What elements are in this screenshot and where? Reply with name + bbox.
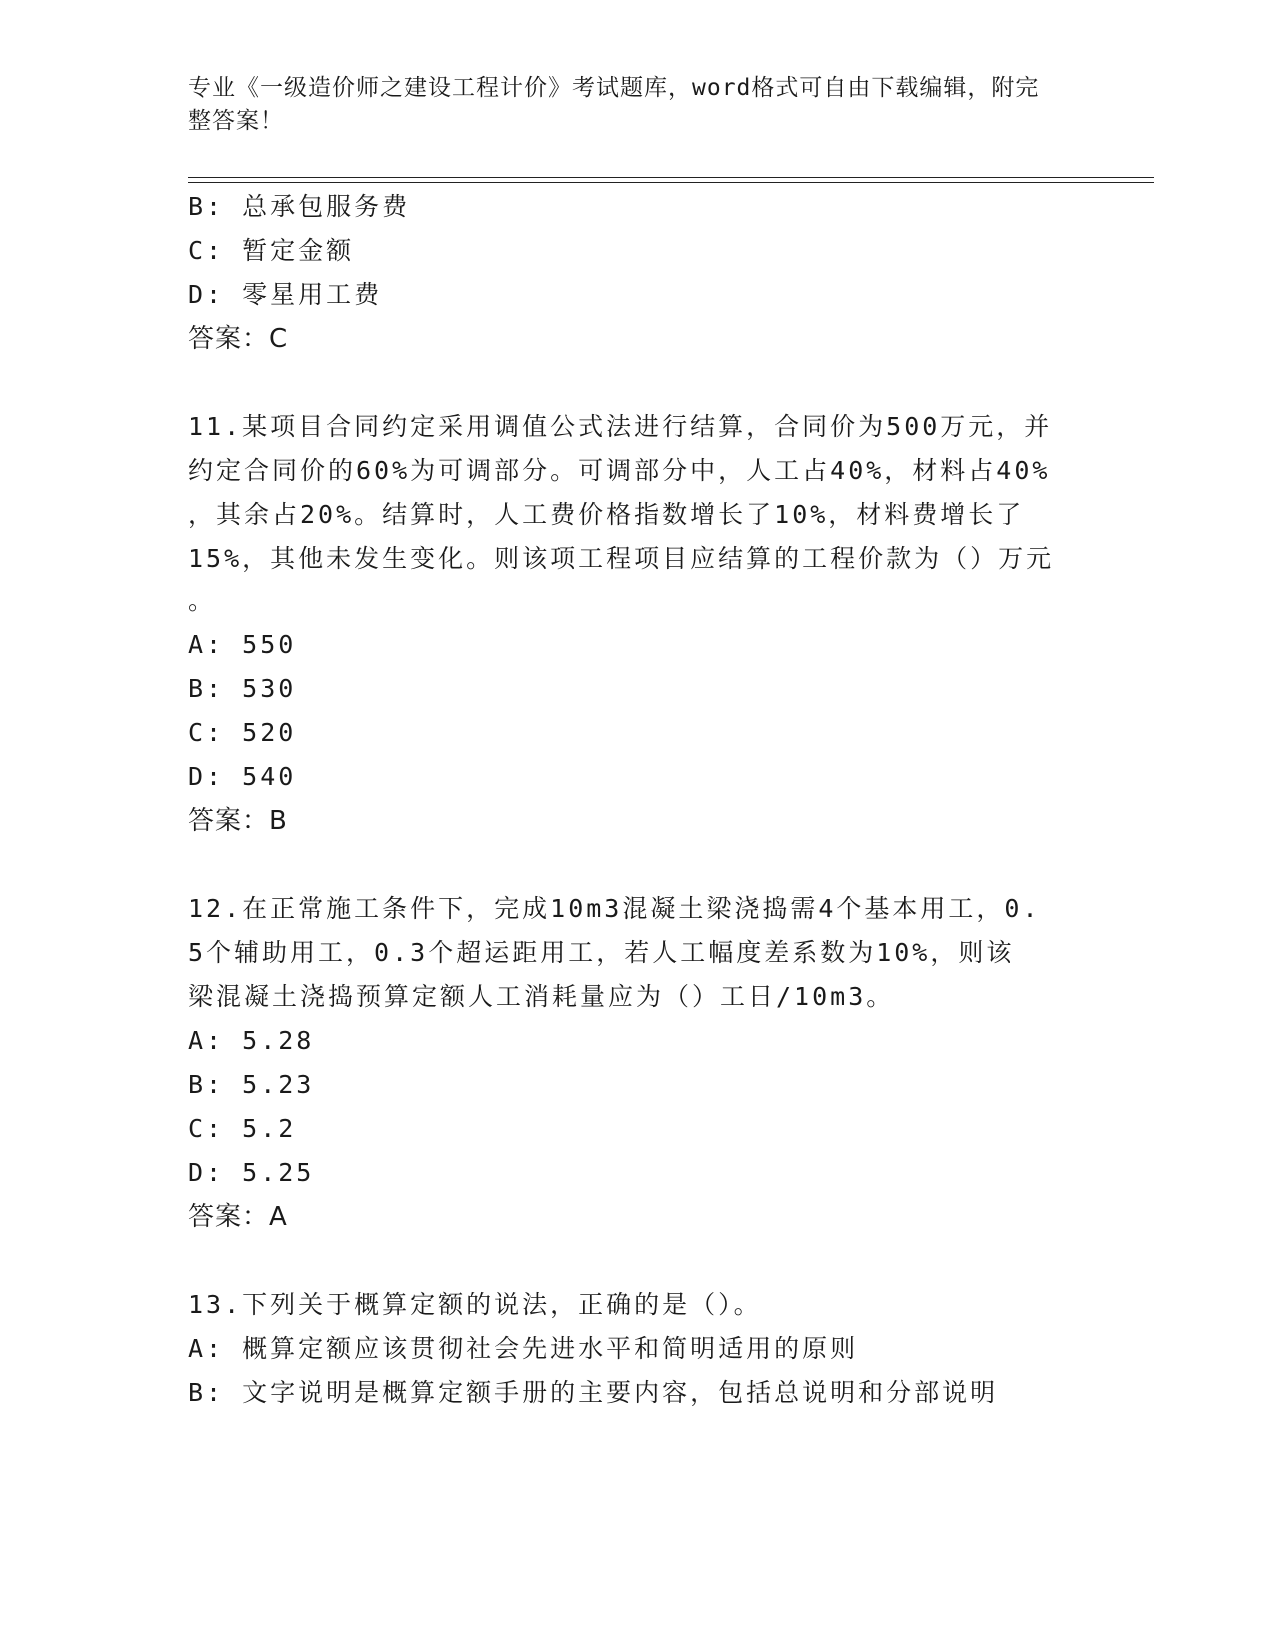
q11-option-d: D: 540 (188, 762, 297, 791)
q11-option-c: C: 520 (188, 718, 297, 747)
q11-option-b: B: 530 (188, 674, 297, 703)
document-header (188, 72, 1068, 138)
q10-answer: 答案：C (188, 324, 289, 354)
q13-option-a: A: 概算定额应该贯彻社会先进水平和简明适用的原则 (188, 1334, 859, 1363)
q11-answer: 答案：B (188, 806, 288, 836)
q11-stem-line-4: 15%，其他未发生变化。则该项工程项目应结算的工程价款为（）万元 (188, 544, 1055, 573)
q10-option-b: B: 总承包服务费 (188, 192, 411, 221)
q12-option-b: B: 5.23 (188, 1070, 315, 1099)
q11-stem-line-3: ，其余占20%。结算时，人工费价格指数增长了10%，材料费增长了 (188, 500, 1025, 529)
q10-option-d: D: 零星用工费 (188, 280, 383, 309)
q13-option-b: B: 文字说明是概算定额手册的主要内容，包括总说明和分部说明 (188, 1378, 999, 1407)
q12-stem-line-1: 12.在正常施工条件下，完成10m3混凝土梁浇捣需4个基本用工，0. (188, 894, 1041, 923)
q12-stem-line-3: 梁混凝土浇捣预算定额人工消耗量应为（）工日/10m3。 (188, 982, 895, 1011)
q12-stem-line-2: 5个辅助用工，0.3个超运距用工，若人工幅度差系数为10%，则该 (188, 938, 1015, 967)
q11-stem-line-5: 。 (188, 586, 217, 615)
q10-option-c: C: 暂定金额 (188, 236, 355, 265)
header-line-2: 整答案！ (188, 108, 284, 134)
q12-option-d: D: 5.25 (188, 1158, 315, 1187)
q11-stem-line-2: 约定合同价的60%为可调部分。可调部分中，人工占40%，材料占40% (188, 456, 1051, 485)
q12-answer: 答案：A (188, 1202, 288, 1232)
q11-option-a: A: 550 (188, 630, 297, 659)
q11-stem-line-1: 11.某项目合同约定采用调值公式法进行结算，合同价为500万元，并 (188, 412, 1053, 441)
q12-option-a: A: 5.28 (188, 1026, 315, 1055)
header-divider-top (188, 177, 1154, 178)
q12-option-c: C: 5.2 (188, 1114, 297, 1143)
header-line-1: 专业《一级造价师之建设工程计价》考试题库，word格式可自由下载编辑，附完 (188, 75, 1040, 101)
q13-stem-line-1: 13.下列关于概算定额的说法，正确的是（）。 (188, 1290, 762, 1319)
header-divider-bottom (188, 182, 1154, 183)
